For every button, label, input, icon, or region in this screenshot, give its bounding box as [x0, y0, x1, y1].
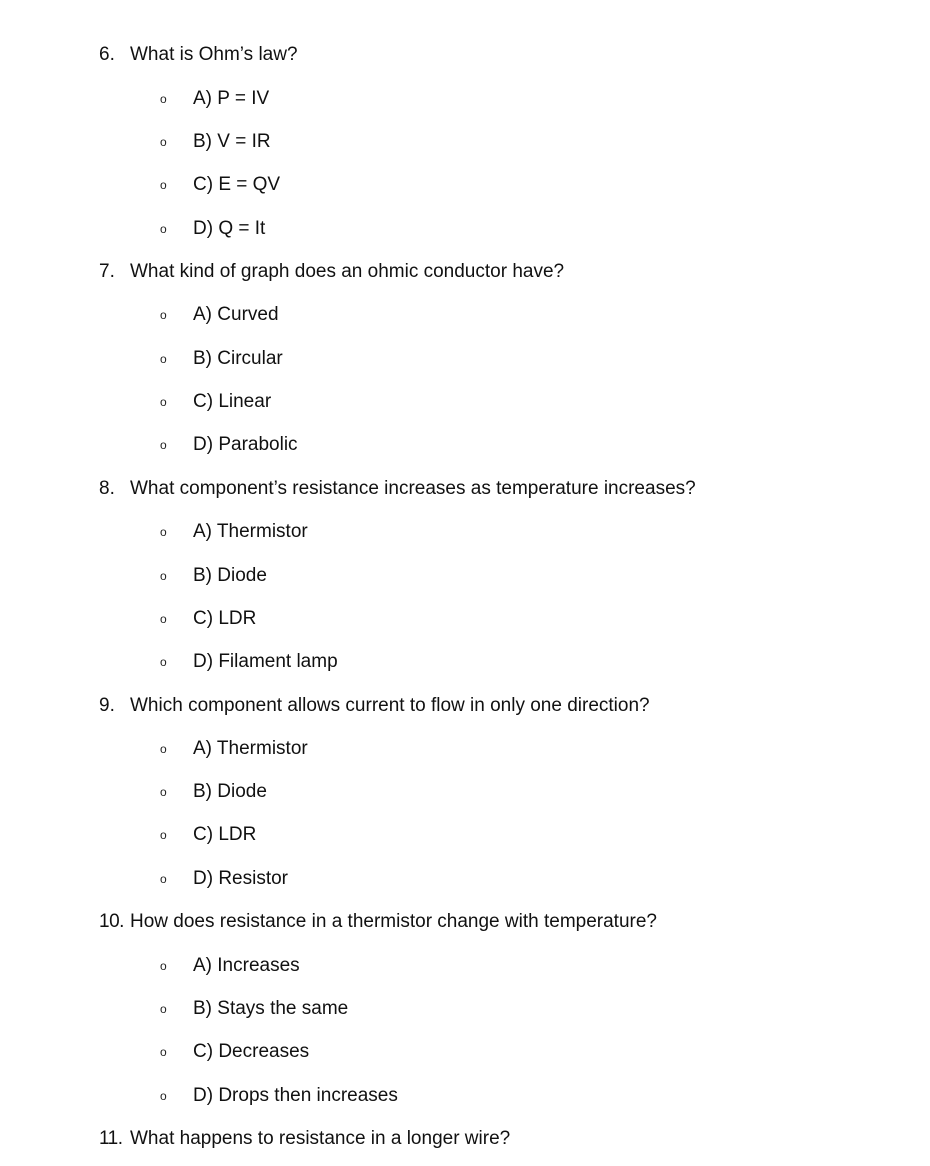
question-number: 8.: [99, 478, 115, 499]
option-9b: [160, 780, 267, 804]
bullet-icon: o: [160, 655, 167, 669]
question-number: 6.: [99, 44, 115, 65]
bullet-icon: o: [160, 178, 167, 192]
option-text: D) Drops then increases: [193, 1085, 398, 1106]
option-7d: [160, 433, 298, 457]
option-8c: [160, 607, 256, 631]
bullet-icon: o: [160, 742, 167, 756]
question-10: [99, 910, 657, 934]
bullet-icon: o: [160, 308, 167, 322]
option-7b: [160, 347, 283, 371]
question-text: What is Ohm’s law?: [130, 44, 298, 65]
question-text: Which component allows current to flow in only one direction?: [130, 695, 650, 716]
bullet-icon: o: [160, 395, 167, 409]
bullet-icon: o: [160, 1002, 167, 1016]
option-8a: [160, 520, 308, 544]
option-text: A) Increases: [193, 955, 300, 976]
option-9d: [160, 867, 288, 891]
option-text: D) Q = It: [193, 218, 266, 239]
option-7c: [160, 390, 271, 414]
bullet-icon: o: [160, 525, 167, 539]
bullet-icon: o: [160, 872, 167, 886]
bullet-icon: o: [160, 828, 167, 842]
bullet-icon: o: [160, 959, 167, 973]
option-6c: [160, 173, 280, 197]
bullet-icon: o: [160, 612, 167, 626]
option-text: B) V = IR: [193, 131, 271, 152]
bullet-icon: o: [160, 352, 167, 366]
option-text: C) LDR: [193, 608, 257, 629]
bullet-icon: o: [160, 785, 167, 799]
option-text: D) Filament lamp: [193, 651, 338, 672]
option-6d: [160, 217, 265, 241]
option-text: A) Thermistor: [193, 521, 308, 542]
option-text: A) Curved: [193, 304, 279, 325]
option-text: B) Stays the same: [193, 998, 349, 1019]
option-9c: [160, 823, 256, 847]
option-text: C) Decreases: [193, 1041, 310, 1062]
bullet-icon: o: [160, 569, 167, 583]
option-6b: [160, 130, 271, 154]
option-10a: [160, 954, 300, 978]
option-text: B) Diode: [193, 781, 267, 802]
bullet-icon: o: [160, 222, 167, 236]
option-7a: [160, 303, 279, 327]
question-8: [99, 477, 696, 501]
question-6: [99, 43, 298, 67]
bullet-icon: o: [160, 135, 167, 149]
question-number: 11.: [99, 1128, 123, 1149]
question-number: 7.: [99, 261, 115, 282]
question-number: 9.: [99, 695, 115, 716]
option-10d: [160, 1084, 398, 1108]
bullet-icon: o: [160, 438, 167, 452]
option-text: D) Resistor: [193, 868, 289, 889]
question-text: What kind of graph does an ohmic conductor have?: [130, 261, 565, 282]
question-9: [99, 694, 650, 718]
question-11: [99, 1127, 510, 1151]
option-10c: [160, 1040, 309, 1064]
question-text: How does resistance in a thermistor change with temperature?: [130, 911, 657, 932]
option-text: D) Parabolic: [193, 434, 298, 455]
option-text: C) Linear: [193, 391, 272, 412]
option-text: A) P = IV: [193, 88, 270, 109]
option-text: C) LDR: [193, 824, 257, 845]
bullet-icon: o: [160, 92, 167, 106]
question-text: What component’s resistance increases as temperature increases?: [130, 478, 696, 499]
option-6a: [160, 87, 269, 111]
option-text: B) Diode: [193, 565, 267, 586]
option-8b: [160, 564, 267, 588]
option-text: C) E = QV: [193, 174, 281, 195]
option-text: B) Circular: [193, 348, 283, 369]
option-8d: [160, 650, 338, 674]
question-text: What happens to resistance in a longer wire?: [130, 1128, 511, 1149]
option-9a: [160, 737, 308, 761]
bullet-icon: o: [160, 1089, 167, 1103]
question-number: 10.: [99, 911, 124, 932]
question-7: [99, 260, 564, 284]
option-text: A) Thermistor: [193, 738, 308, 759]
bullet-icon: o: [160, 1045, 167, 1059]
option-10b: [160, 997, 348, 1021]
